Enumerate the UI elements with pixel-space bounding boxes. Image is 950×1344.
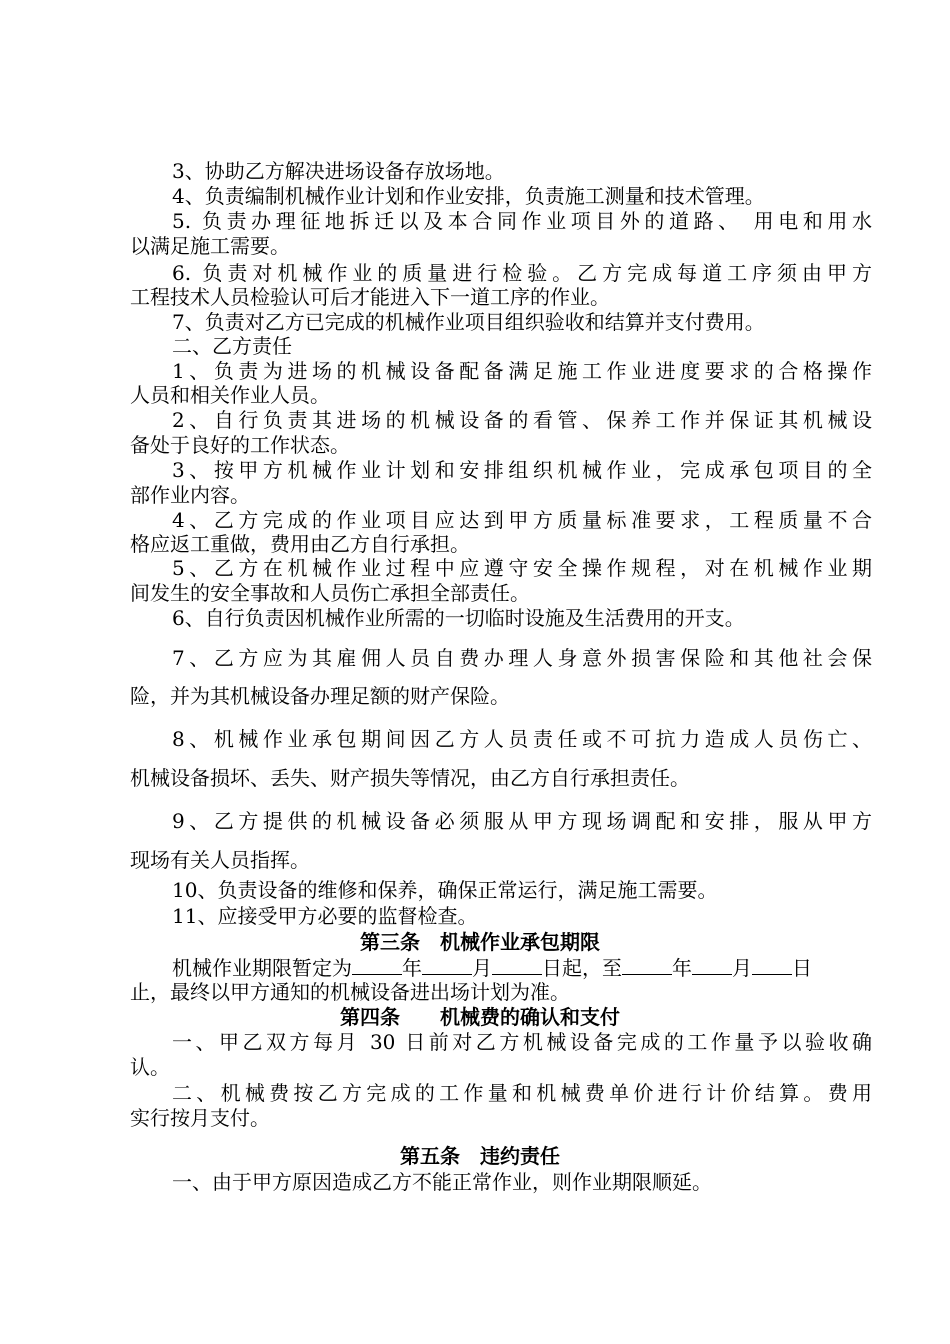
paragraph-line: 10、负责设备的维修和保养，确保正常运行，满足施工需要。 [172, 878, 718, 902]
paragraph-line: 工程技术人员检验认可后才能进入下一道工序的作业。 [130, 285, 610, 309]
paragraph-line: 9、乙方提供的机械设备必须服从甲方现场调配和安排，服从甲方 [172, 809, 872, 833]
paragraph-line: 一、甲乙双方每月 30 日前对乙方机械设备完成的工作量予以验收确 [172, 1030, 872, 1054]
paragraph-line: 二、机械费按乙方完成的工作量和机械费单价进行计价结算。费用 [172, 1081, 872, 1105]
paragraph-line: 1、负责为进场的机械设备配备满足施工作业进度要求的合格操作 [172, 359, 872, 383]
paragraph-line: 2、自行负责其进场的机械设备的看管、保养工作并保证其机械设 [172, 408, 872, 432]
paragraph-line: 止，最终以甲方通知的机械设备进出场计划为准。 [130, 980, 570, 1004]
paragraph-line: 5、乙方在机械作业过程中应遵守安全操作规程，对在机械作业期 [172, 556, 872, 580]
paragraph-line: 6. 负责对机械作业的质量进行检验。乙方完成每道工序须由甲方 [172, 261, 872, 285]
paragraph-line: 6、自行负责因机械作业所需的一切临时设施及生活费用的开支。 [172, 606, 745, 630]
month-blank [422, 954, 472, 975]
paragraph-line: 3、协助乙方解决进场设备存放场地。 [172, 159, 505, 183]
paragraph-line: 备处于良好的工作状态。 [130, 433, 350, 457]
article-4-heading: 第四条 机械费的确认和支付 [340, 1005, 620, 1029]
paragraph-line: 部作业内容。 [130, 483, 250, 507]
paragraph-line: 格应返工重做，费用由乙方自行承担。 [130, 532, 470, 556]
paragraph-line: 5. 负责办理征地拆迁以及本合同作业项目外的道路、 用电和用水 [172, 209, 872, 233]
paragraph-line: 实行按月支付。 [130, 1106, 270, 1130]
paragraph-line: 7、负责对乙方已完成的机械作业项目组织验收和结算并支付费用。 [172, 310, 765, 334]
paragraph-line: 7、乙方应为其雇佣人员自费办理人身意外损害保险和其他社会保 [172, 646, 872, 670]
paragraph-line: 4、乙方完成的作业项目应达到甲方质量标准要求，工程质量不合 [172, 508, 872, 532]
paragraph-line: 机械设备损坏、丢失、财产损失等情况，由乙方自行承担责任。 [130, 766, 690, 790]
year-blank [352, 954, 402, 975]
day-blank [492, 954, 542, 975]
section-title: 二、乙方责任 [172, 334, 292, 358]
year-label: 年 [402, 956, 422, 980]
month-label: 月 [472, 956, 492, 980]
term-text: 机械作业期限暂定为 [172, 956, 352, 980]
paragraph-line: 间发生的安全事故和人员伤亡承担全部责任。 [130, 581, 530, 605]
paragraph-line: 一、由于甲方原因造成乙方不能正常作业，则作业期限顺延。 [172, 1170, 712, 1194]
term-line [130, 954, 872, 980]
article-5-heading: 第五条 违约责任 [400, 1144, 560, 1168]
day-label: 日 [792, 956, 812, 980]
paragraph-line: 11、应接受甲方必要的监督检查。 [172, 904, 478, 928]
article-3-heading: 第三条 机械作业承包期限 [360, 930, 600, 954]
paragraph-line: 8、机械作业承包期间因乙方人员责任或不可抗力造成人员伤亡、 [172, 727, 872, 751]
paragraph-line: 险，并为其机械设备办理足额的财产保险。 [130, 684, 510, 708]
paragraph-line: 以满足施工需要。 [130, 234, 290, 258]
month-label: 月 [732, 956, 752, 980]
paragraph-line: 现场有关人员指挥。 [130, 848, 310, 872]
year-blank [622, 954, 672, 975]
year-label: 年 [672, 956, 692, 980]
month-blank [692, 954, 732, 975]
day-blank [752, 954, 792, 975]
paragraph-line: 4、负责编制机械作业计划和作业安排，负责施工测量和技术管理。 [172, 184, 765, 208]
paragraph-line: 人员和相关作业人员。 [130, 383, 330, 407]
paragraph-line: 认。 [130, 1055, 170, 1079]
paragraph-line: 3、按甲方机械作业计划和安排组织机械作业，完成承包项目的全 [172, 458, 872, 482]
from-label: 日起，至 [542, 956, 622, 980]
